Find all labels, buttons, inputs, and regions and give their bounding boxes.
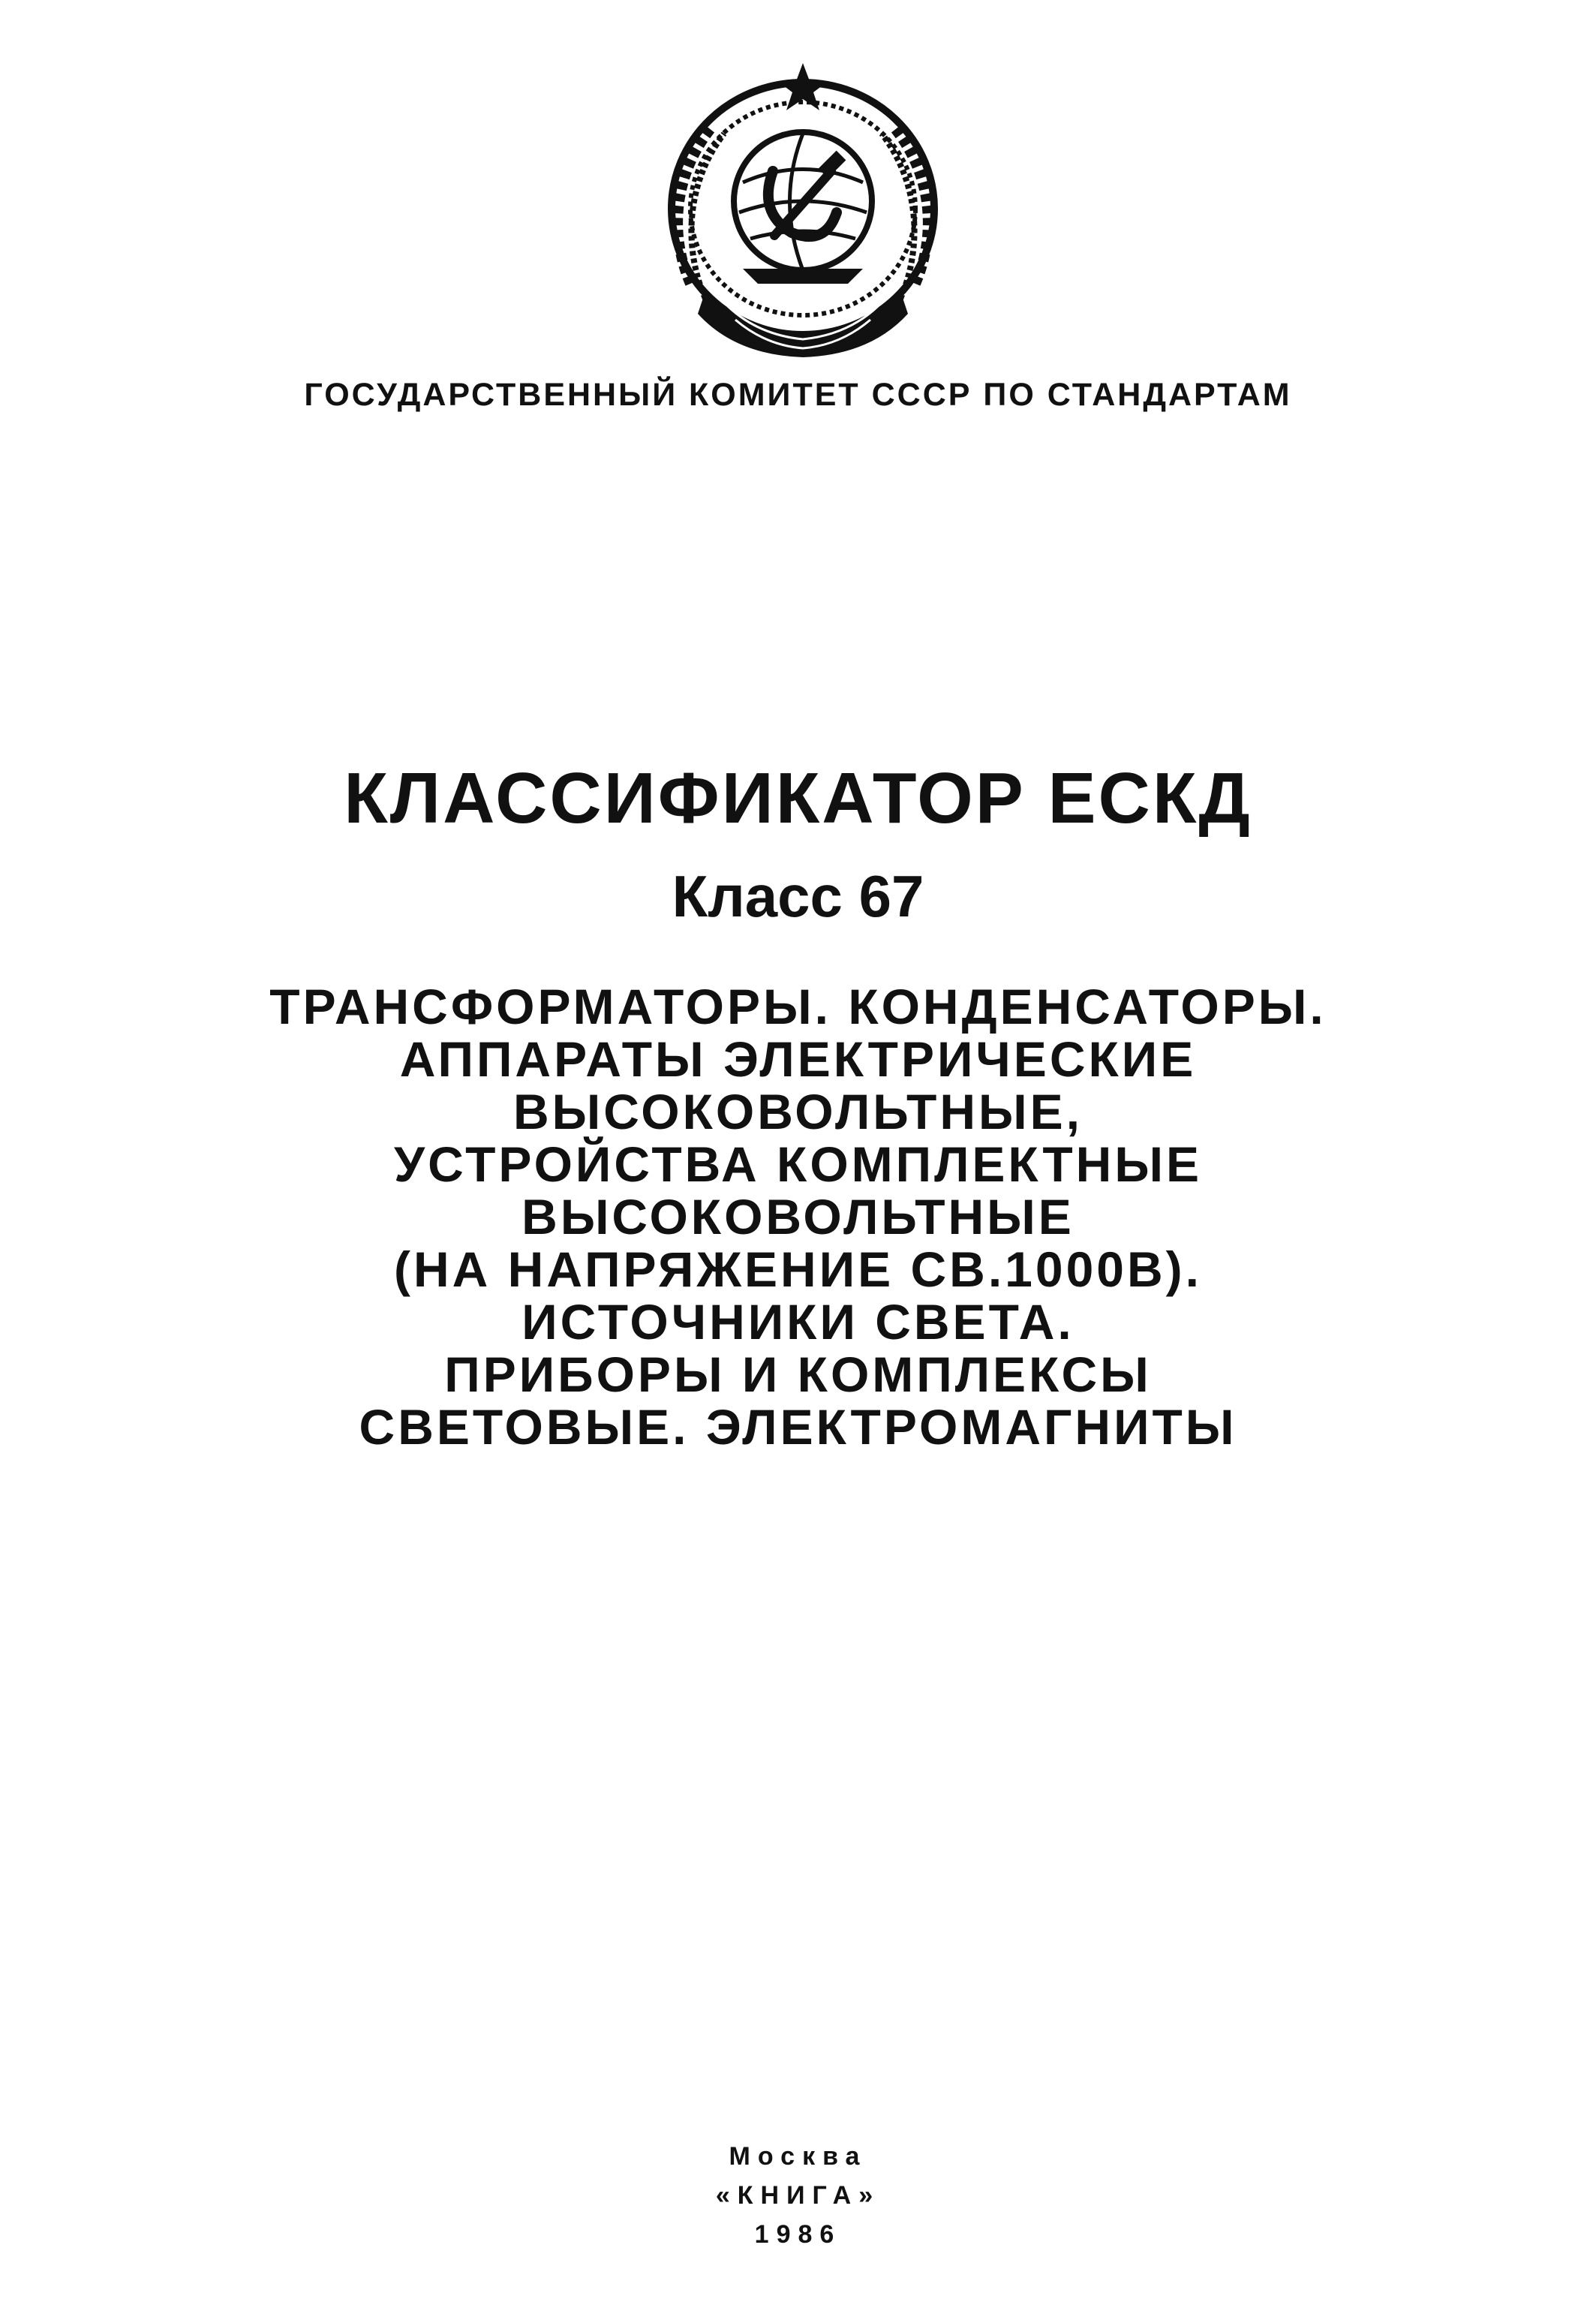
document-title: КЛАССИФИКАТОР ЕСКД [344, 758, 1252, 838]
subject-line: ПРИБОРЫ И КОМПЛЕКСЫ [444, 1347, 1152, 1402]
subject-line: ТРАНСФОРМАТОРЫ. КОНДЕНСАТОРЫ. [269, 979, 1327, 1034]
ussr-state-emblem-icon [645, 59, 960, 359]
subject-line: ИСТОЧНИКИ СВЕТА. [521, 1294, 1075, 1350]
subject-line: АППАРАТЫ ЭЛЕКТРИЧЕСКИЕ [399, 1031, 1197, 1087]
imprint-year: 1986 [754, 2220, 842, 2249]
subject-line: ВЫСОКОВОЛЬТНЫЕ, [513, 1084, 1083, 1139]
committee-name: ГОСУДАРСТВЕННЫЙ КОМИТЕТ СССР ПО СТАНДАРТАМ [304, 377, 1292, 413]
imprint-city: Москва [729, 2142, 867, 2171]
imprint-publisher: «КНИГА» [715, 2181, 881, 2210]
subject-line: СВЕТОВЫЕ. ЭЛЕКТРОМАГНИТЫ [359, 1399, 1237, 1455]
publisher-imprint [0, 2137, 1596, 2254]
subject-line: ВЫСОКОВОЛЬТНЫЕ [521, 1189, 1075, 1244]
class-label: Класс 67 [672, 863, 924, 929]
subject-line: (НА НАПРЯЖЕНИЕ СВ.1000В). [394, 1241, 1202, 1297]
subject-heading [0, 980, 1596, 1453]
subject-line: УСТРОЙСТВА КОМПЛЕКТНЫЕ [394, 1136, 1202, 1192]
